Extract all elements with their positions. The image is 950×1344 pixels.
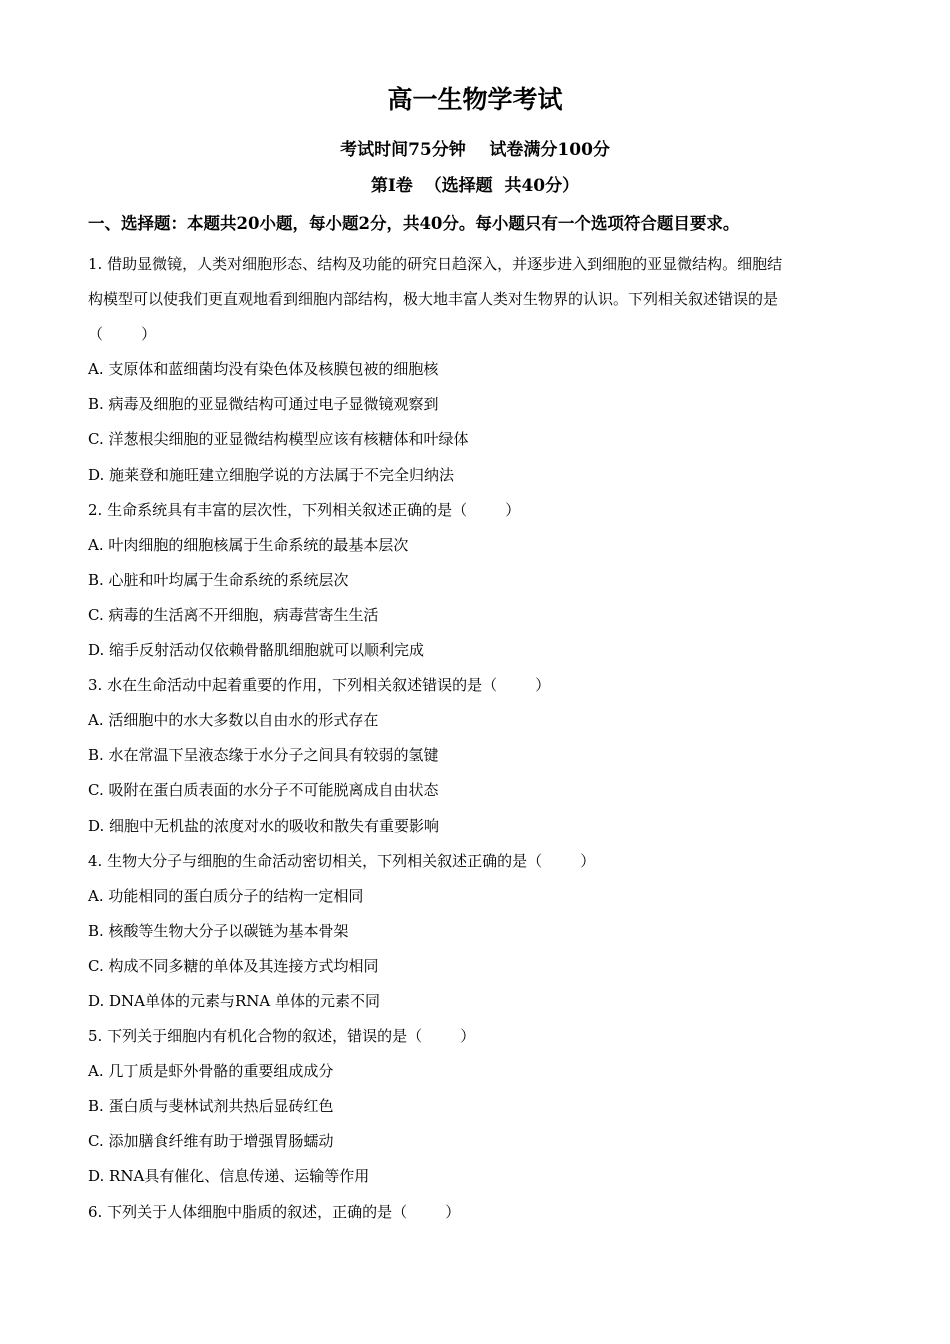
option-b: B. 病毒及细胞的亚显微结构可通过电子显微镜观察到 [88, 395, 439, 414]
question-3 [88, 668, 868, 843]
question-stem: 构模型可以使我们更直观地看到细胞内部结构，极大地丰富人类对生物界的认识。下列相关叙述错误的是 [88, 290, 779, 309]
question-stem: 6. 下列关于人体细胞中脂质的叙述，正确的是（ ） [88, 1202, 461, 1221]
question-stem: 5. 下列关于细胞内有机化合物的叙述，错误的是（ ） [88, 1027, 476, 1046]
question-stem: 4. 生物大分子与细胞的生命活动密切相关，下列相关叙述正确的是（ ） [88, 851, 596, 870]
question-5 [88, 1019, 868, 1194]
option-a: A. 几丁质是虾外骨骼的重要组成成分 [88, 1062, 334, 1081]
option-d: D. 细胞中无机盐的浓度对水的吸收和散失有重要影响 [88, 816, 440, 835]
option-c: C. 吸附在蛋白质表面的水分子不可能脱离成自由状态 [88, 781, 439, 800]
option-a: A. 活细胞中的水大多数以自由水的形式存在 [88, 711, 379, 730]
option-b: B. 水在常温下呈液态缘于水分子之间具有较弱的氢键 [88, 746, 439, 765]
option-c: C. 洋葱根尖细胞的亚显微结构模型应该有核糖体和叶绿体 [88, 430, 469, 449]
question-stem: （ ） [88, 325, 157, 344]
question-4 [88, 844, 868, 1019]
option-c: C. 添加膳食纤维有助于增强胃肠蠕动 [88, 1132, 334, 1151]
question-2 [88, 493, 868, 668]
question-stem: 3. 水在生命活动中起着重要的作用，下列相关叙述错误的是（ ） [88, 676, 551, 695]
option-a: A. 叶肉细胞的细胞核属于生命系统的最基本层次 [88, 535, 409, 554]
option-b: B. 心脏和叶均属于生命系统的系统层次 [88, 570, 349, 589]
exam-info: 考试时间75分钟 试卷满分100分 [340, 140, 610, 160]
part-heading: 第Ⅰ卷 （选择题 共40分） [370, 176, 580, 196]
option-c: C. 构成不同多糖的单体及其连接方式均相同 [88, 956, 379, 975]
question-1 [88, 247, 868, 493]
option-a: A. 支原体和蓝细菌均没有染色体及核膜包被的细胞核 [88, 360, 439, 379]
question-6 [88, 1195, 868, 1230]
option-d: D. 施莱登和施旺建立细胞学说的方法属于不完全归纳法 [88, 465, 455, 484]
option-d: D. RNA具有催化、信息传递、运输等作用 [88, 1167, 370, 1186]
question-stem: 2. 生命系统具有丰富的层次性，下列相关叙述正确的是（ ） [88, 500, 521, 519]
option-d: D. 缩手反射活动仅依赖骨骼肌细胞就可以顺利完成 [88, 641, 425, 660]
exam-title: 高一生物学考试 [387, 85, 563, 114]
section-heading: 一、选择题：本题共20小题，每小题2分，共40分。每小题只有一个选项符合题目要求。 [88, 214, 740, 233]
option-b: B. 蛋白质与斐林试剂共热后显砖红色 [88, 1097, 334, 1116]
question-stem: 1. 借助显微镜，人类对细胞形态、结构及功能的研究日趋深入，并逐步进入到细胞的亚显微结构。细胞结 [88, 255, 783, 273]
option-c: C. 病毒的生活离不开细胞，病毒营寄生生活 [88, 605, 379, 624]
option-b: B. 核酸等生物大分子以碳链为基本骨架 [88, 921, 349, 940]
question-list [88, 247, 868, 1230]
option-d: D. DNA单体的元素与RNA 单体的元素不同 [88, 991, 381, 1010]
option-a: A. 功能相同的蛋白质分子的结构一定相同 [88, 886, 364, 905]
